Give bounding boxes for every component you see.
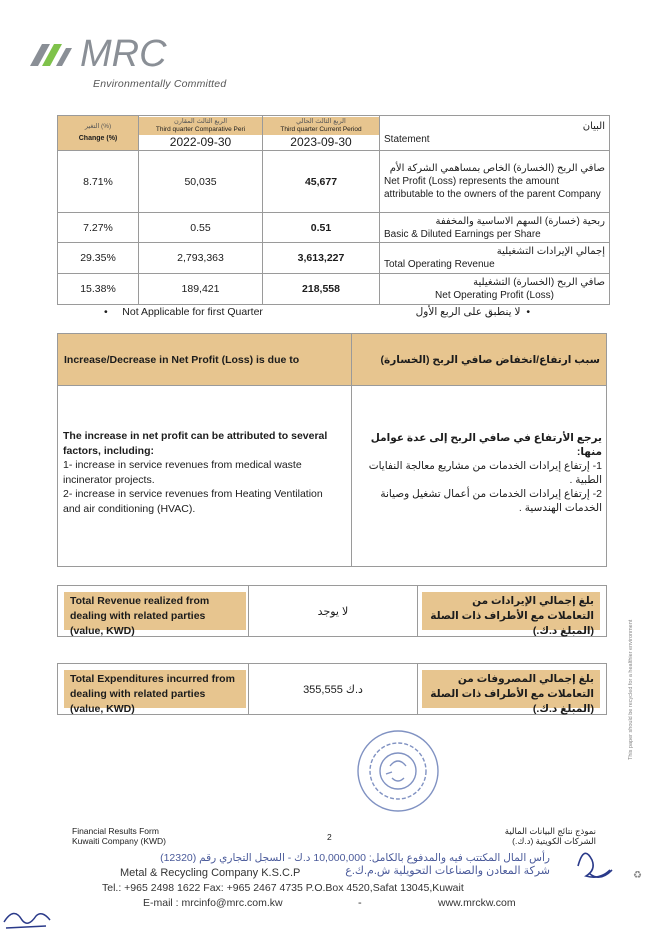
table-row: 7.27% 0.55 0.51 ربحية (خسارة) السهم الاساسية والمخففة Basic & Diluted Earnings per Share [58,213,610,243]
reason-header-en: Increase/Decrease in Net Profit (Loss) is due to [64,354,300,366]
related-revenue-row [57,585,607,637]
recycle-note: This paper should be recycled for a healthier environment [628,619,634,760]
company-name-en: Metal & Recycling Company K.S.C.P [120,867,301,879]
company-stamp [348,726,448,816]
table-row: 15.38% 189,421 218,558 صافي الربح (الخسارة) التشغيلية Net Operating Profit (Loss) [58,274,610,305]
related-revenue-label-ar: بلغ إجمالي الإيرادات من التعاملات مع الأطراف ذات الصلة (المبلغ د.ك.) [422,592,600,630]
related-expenditure-row [57,663,607,715]
header-statement: البيان Statement [380,116,610,151]
contact-line: Tel.: +965 2498 1622 Fax: +965 2467 4735 P.O.Box 4520,Safat 13045,Kuwait [102,882,464,894]
reason-body-ar: يرجع الأرتفاع في صافي الربح إلى عدة عوامل منها: 1- إرتفاع إيرادات الخدمات من مشاريع معالجة النفايات الطبية . 2- إرتفاع إيرادات الخدمات من أعمال تشغيل وصيانة الخدمات الهندسية . [368,432,602,514]
related-expenditure-label-ar: بلغ إجمالي المصروفات من التعاملات مع الأطراف ذات الصلة (المبلغ د.ك.) [422,670,600,708]
tagline: Environmentally Committed [93,78,227,90]
related-expenditure-label-en: Total Expenditures incurred from dealing with related parties (value, KWD) [64,670,246,708]
dash: - [358,897,362,909]
reason-body-en: The increase in net profit can be attributed to several factors, including: 1- increase in service revenues from medical waste incinerator projects. 2- increase in service revenues from Heating Ventilation and air conditioning (HVAC). [63,430,328,515]
form-title-ar: نموذج نتائج البيانات المالية الشركات الكويتية (د.ك.) [504,826,596,846]
financial-results-table [57,115,610,305]
recycle-icon: ♻ [633,870,642,881]
header-comparative: الربع الثالث المقارن Third quarter Comparative Peri 2022-09-30 [139,116,263,151]
note-ar: • لا ينطبق على الربع الأول [415,306,530,318]
header-change: التغير (%) Change (%) [58,116,139,151]
header-current: الربع الثالث الحالي Third quarter Current Period 2023-09-30 [263,116,380,151]
website-link[interactable]: www.mrckw.com [438,897,516,909]
bullet-icon: • [526,306,530,318]
email-link[interactable]: E-mail : mrcinfo@mrc.com.kw [143,897,283,909]
column-divider [351,334,352,566]
company-name-ar: شركة المعادن والصناعات التحويلية ش.م.ك.ع [345,865,550,877]
note-en: • Not Applicable for first Quarter [104,306,263,318]
page-number: 2 [327,832,332,842]
related-expenditure-value: 355,555 د.ك [248,664,418,714]
related-revenue-value: لا يوجد [248,586,418,636]
profit-reason-section [57,333,607,567]
related-revenue-label-en: Total Revenue realized from dealing with related parties (value, KWD) [64,592,246,630]
table-row: 29.35% 2,793,363 3,613,227 إجمالي الإيرادات التشغيلية Total Operating Revenue [58,243,610,274]
reason-header-ar: سبب ارتفاع/انخفاض صافي الربح (الخسارة) [380,354,600,366]
capital-ar: رأس المال المكتتب فيه والمدفوع بالكامل: 10,000,000 د.ك - السجل التجاري رقم (12320) [160,852,550,864]
bullet-icon: • [104,306,108,318]
logo-wordmark: MRC [80,33,167,75]
signature-right [570,836,620,888]
signature-left [0,898,56,934]
reason-header [58,334,606,386]
table-row: 8.71% 50,035 45,677 صافي الربح (الخسارة) الخاص بمساهمي الشركة الأم Net Profit (Loss) represents the amount attributable to the owners of the parent Company [58,151,610,213]
form-title-en: Financial Results Form Kuwaiti Company (KWD) [72,826,166,846]
